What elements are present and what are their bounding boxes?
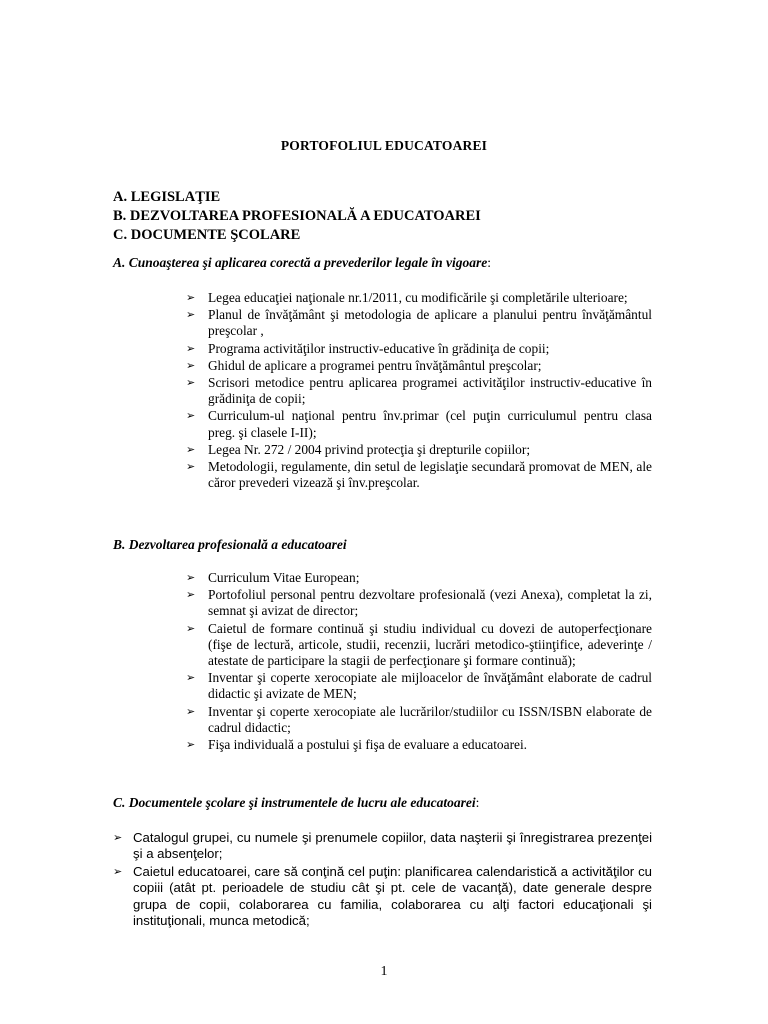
list-item-text: Catalogul grupei, cu numele şi prenumele copiilor, data naşterii şi înregistrarea prezenţei şi a absenţelor; bbox=[133, 830, 652, 862]
list-item bbox=[113, 864, 652, 930]
section-a-heading bbox=[113, 255, 491, 271]
list-item bbox=[186, 737, 652, 753]
list-item-text: Ghidul de aplicare a programei pentru învăţământul preşcolar; bbox=[208, 357, 542, 373]
arrow-bullet-icon: ➢ bbox=[186, 358, 196, 372]
toc-item-a: A. LEGISLAŢIE bbox=[113, 189, 221, 205]
list-item bbox=[186, 621, 652, 670]
section-b-heading: B. Dezvoltarea profesională a educatoarei bbox=[113, 537, 347, 552]
arrow-bullet-icon: ➢ bbox=[186, 704, 196, 718]
list-item bbox=[186, 570, 652, 586]
list-item bbox=[186, 442, 652, 458]
section-a-list bbox=[186, 290, 652, 492]
list-item-text: Caietul educatoarei, care să conţină cel puţin: planificarea calendaristică a activităţilor cu copiii (atât pt. perioadele de studiu cât şi pt. cele de vacanţă), date generale despre grupa de copii, colaborarea cu familia, colaborarea cu alţi factori educaţionali şi instituţionali, munca metodică; bbox=[133, 863, 652, 929]
table-of-contents bbox=[113, 188, 481, 245]
list-item-text: Caietul de formare continuă şi studiu individual cu dovezi de autoperfecţionare (fişe de lectură, articole, studii, recenzii, lucrări metodico-ştiinţifice, adeverinţe / atestate de participare la stagii de perfecţionare şi formare continuă); bbox=[208, 620, 652, 669]
list-item bbox=[186, 290, 652, 306]
list-item-text: Metodologii, regulamente, din setul de legislaţie secundară promovat de MEN, ale căror prevederi vizează şi înv.preşcolar. bbox=[208, 459, 652, 491]
list-item-text: Portofoliul personal pentru dezvoltare profesională (vezi Anexa), completat la zi, semnat şi avizat de director; bbox=[208, 587, 652, 619]
toc-item-c: C. DOCUMENTE ŞCOLARE bbox=[113, 227, 301, 243]
arrow-bullet-icon: ➢ bbox=[186, 291, 196, 304]
arrow-bullet-icon: ➢ bbox=[186, 308, 196, 322]
arrow-bullet-icon: ➢ bbox=[113, 831, 123, 844]
list-item bbox=[186, 459, 652, 491]
arrow-bullet-icon: ➢ bbox=[186, 409, 196, 423]
list-item bbox=[186, 307, 652, 339]
toc-item-b: B. DEZVOLTAREA PROFESIONALĂ A EDUCATOAREI bbox=[113, 208, 481, 224]
list-item bbox=[186, 375, 652, 407]
document-title: PORTOFOLIUL EDUCATOAREI bbox=[280, 138, 488, 153]
list-item-text: Curriculum Vitae European; bbox=[208, 570, 360, 585]
arrow-bullet-icon: ➢ bbox=[186, 571, 196, 584]
list-item bbox=[186, 341, 652, 357]
list-item-text: Legea educaţiei naţionale nr.1/2011, cu modificările şi completările ulterioare; bbox=[208, 290, 628, 305]
list-item-text: Curriculum-ul naţional pentru înv.primar (cel puţin curriculumul pentru clasa preg. şi clasele I-II); bbox=[208, 408, 652, 440]
arrow-bullet-icon: ➢ bbox=[113, 864, 123, 878]
arrow-bullet-icon: ➢ bbox=[186, 588, 196, 602]
arrow-bullet-icon: ➢ bbox=[186, 621, 196, 635]
arrow-bullet-icon: ➢ bbox=[186, 376, 196, 390]
section-b-list bbox=[186, 570, 652, 754]
list-item bbox=[186, 358, 652, 374]
list-item-text: Inventar şi coperte xerocopiate ale lucrărilor/studiilor cu ISSN/ISBN elaborate de cadrul didactic; bbox=[208, 703, 652, 735]
section-a-heading-colon: : bbox=[487, 255, 491, 270]
arrow-bullet-icon: ➢ bbox=[186, 341, 196, 355]
list-item-text: Inventar şi coperte xerocopiate ale mijloacelor de învăţământ elaborate de cadrul didactic şi avizate de MEN; bbox=[208, 670, 652, 702]
list-item bbox=[186, 670, 652, 702]
section-c-list bbox=[113, 830, 652, 930]
list-item bbox=[113, 830, 652, 863]
list-item bbox=[186, 587, 652, 619]
list-item-text: Programa activităţilor instructiv-educative în grădiniţa de copii; bbox=[208, 340, 550, 356]
list-item-text: Planul de învăţământ şi metodologia de aplicare a planului pentru învăţământul preşcolar , bbox=[208, 307, 652, 339]
list-item-text: Legea Nr. 272 / 2004 privind protecţia şi drepturile copiilor; bbox=[208, 441, 531, 457]
page-number: 1 bbox=[380, 964, 388, 979]
section-c-heading-text: C. Documentele şcolare şi instrumentele de lucru ale educatoarei bbox=[113, 795, 476, 810]
list-item bbox=[186, 408, 652, 440]
arrow-bullet-icon: ➢ bbox=[186, 738, 196, 752]
list-item bbox=[186, 704, 652, 736]
list-item-text: Scrisori metodice pentru aplicarea programei activităţilor instructiv-educative în grădiniţa de copii; bbox=[208, 375, 652, 407]
section-c-heading-colon: : bbox=[475, 795, 480, 810]
arrow-bullet-icon: ➢ bbox=[186, 460, 196, 474]
section-c-heading bbox=[113, 795, 479, 811]
list-item-text: Fişa individuală a postului şi fişa de evaluare a educatoarei. bbox=[208, 737, 528, 753]
arrow-bullet-icon: ➢ bbox=[186, 671, 196, 685]
section-a-heading-text: A. Cunoaşterea şi aplicarea corectă a prevederilor legale în vigoare bbox=[113, 255, 488, 270]
arrow-bullet-icon: ➢ bbox=[186, 442, 196, 456]
